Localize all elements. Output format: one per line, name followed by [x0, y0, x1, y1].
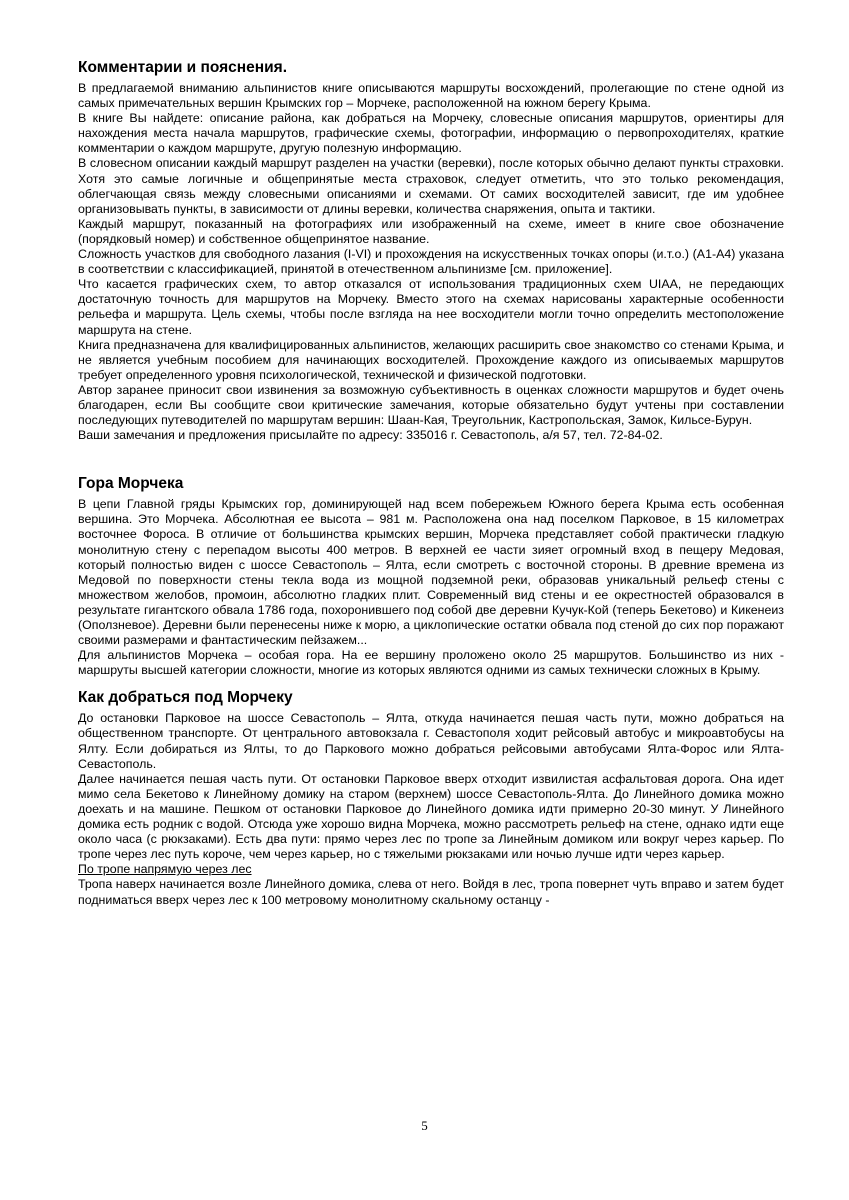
section-title-comments: Комментарии и пояснения. — [78, 59, 288, 76]
paragraph: Что касается графических схем, то автор отказался от использования традиционных схем UIAA, не передающих достаточную точность для маршрутов на Морчеку. Вместо этого на схемах нарисованы характерные особенности рельефа и маршрута. Цель схемы, чтобы после взгляда на нее восходители могли точно определить местоположение маршрута на стене. — [78, 277, 784, 337]
document-page — [78, 58, 784, 908]
page-number: 5 — [421, 1118, 428, 1133]
paragraph-contact: Ваши замечания и предложения присылайте по адресу: 335016 г. Севастополь, а/я 57, тел. 72-84-02. — [78, 428, 663, 443]
section-title-morcheka: Гора Морчека — [78, 475, 184, 493]
paragraph: Каждый маршрут, показанный на фотографиях или изображенный на схеме, имеет в книге свое обозначение (порядковый номер) и собственное общепринятое название. — [78, 216, 784, 246]
paragraph: Тропа наверх начинается возле Линейного домика, слева от него. Войдя в лес, тропа повернет чуть вправо и затем будет подниматься вверх через лес к 100 метровому монолитному скальному останцу - — [78, 877, 784, 907]
paragraph: Сложность участков для свободного лазания (I-VI) и прохождения на искусственных точках опоры (и.т.о.) (А1-А4) указана в соответствии с классификацией, принятой в отечественном альпинизме [см. приложение]. — [78, 247, 784, 277]
paragraph: В книге Вы найдете: описание района, как добраться на Морчеку, словесные описания маршрутов, ориентиры для нахождения места начала маршрутов, графические схемы, фотографии, информацию о первопроходителях, краткие комментарии о каждом маршруте, другую полезную информацию. — [78, 111, 784, 156]
paragraph: Автор заранее приносит свои извинения за возможную субъективность в оценках сложности маршрутов и будет очень благодарен, если Вы сообщите свои критические замечания, которые обязательно будут учтены при составлении последующих путеводителей по маршрутам вершин: Шаан-Кая, Треугольник, Кастропольская, Замок, Кильсе-Бурун. — [78, 382, 784, 428]
section-title-how-to-get: Как добраться под Морчеку — [78, 689, 293, 707]
subheading-forest-path: По тропе напрямую через лес — [78, 862, 252, 877]
paragraph: Далее начинается пешая часть пути. От остановки Парковое вверх отходит извилистая асфальтовая дорога. Она идет мимо села Бекетово к Линейному домику на старом (верхнем) шоссе Севастополь-Ялта. До Линейного домика можно доехать и на машине. Пешком от остановки Парковое до Линейного домика идти примерно 20-30 минут. У Линейного домика есть родник с водой. Отсюда уже хорошо видна Морчека, можно рассмотреть рельеф на стене, однако идти еще около часа (с рюкзаками). Есть два пути: прямо через лес по тропе за Линейным домиком или вокруг через карьер. По тропе через лес путь короче, чем через карьер, но с тяжелыми рюкзаками или ночью лучше идти через карьер. — [78, 771, 784, 862]
paragraph: В предлагаемой вниманию альпинистов книге описываются маршруты восхождений, пролегающие по стене одной из самых примечательных вершин Крымских гор – Морчеке, расположенной на южном берегу Крыма. — [78, 81, 784, 111]
paragraph: До остановки Парковое на шоссе Севастополь – Ялта, откуда начинается пешая часть пути, можно добраться на общественном транспорте. От центрального автовокзала г. Севастополя ходит рейсовый автобус и микроавтобусы на Ялту. Если добираться из Ялты, то до Паркового можно добраться рейсовыми автобусами Ялта-Форос или Ялта-Севастополь. — [78, 711, 784, 771]
paragraph: Книга предназначена для квалифицированных альпинистов, желающих расширить свое знакомство со стенами Крыма, и не является учебным пособием для начинающих восходителей. Прохождение каждого из описываемых маршрутов требует определенного уровня психологической, технической и физической подготовки. — [78, 337, 784, 382]
paragraph: В словесном описании каждый маршрут разделен на участки (веревки), после которых обычно делают пункты страховки. Хотя это самые логичные и общепринятые места страховок, следует отметить, что это только рекомендация, облегчающая связь между словесными описаниями и схемами. От самих восходителей зависит, где им удобнее организовывать пункты, в зависимости от длины веревки, количества снаряжения, опыта и тактики. — [78, 156, 784, 216]
paragraph: В цепи Главной гряды Крымских гор, доминирующей над всем побережьем Южного берега Крыма есть особенная вершина. Это Морчека. Абсолютная ее высота – 981 м. Расположена она над поселком Парковое, в 15 километрах восточнее Фороса. В отличие от большинства крымских вершин, Морчека представляет собой практически гладкую монолитную стену с перепадом высоты 400 метров. В верхней ее части зияет огромный вход в пещеру Медовая, который полностью виден с шоссе Севастополь – Ялта, если смотреть с восточной стороны. В древние времена из Медовой по поверхности стены текла вода из мощной подземной реки, образовав уникальный рельеф стены с множеством желобов, промоин, абсолютно гладких плит. Современный вид стены и ее окрестностей образовался в результате гигантского обвала 1786 года, похоронившего под собой две деревни Кучук-Кой (теперь Бекетово) и Кикенеиз (Оползневое). Деревни были перенесены ниже к морю, а циклопические остатки обвала под стеной до сих пор поражают своими размерами и фантастическим пейзажем... — [78, 497, 784, 648]
paragraph: Для альпинистов Морчека – особая гора. На ее вершину проложено около 25 маршрутов. Большинство из них - маршруты высшей категории сложности, многие из которых являются одними из самых технически сложных в Крыму. — [78, 648, 784, 678]
